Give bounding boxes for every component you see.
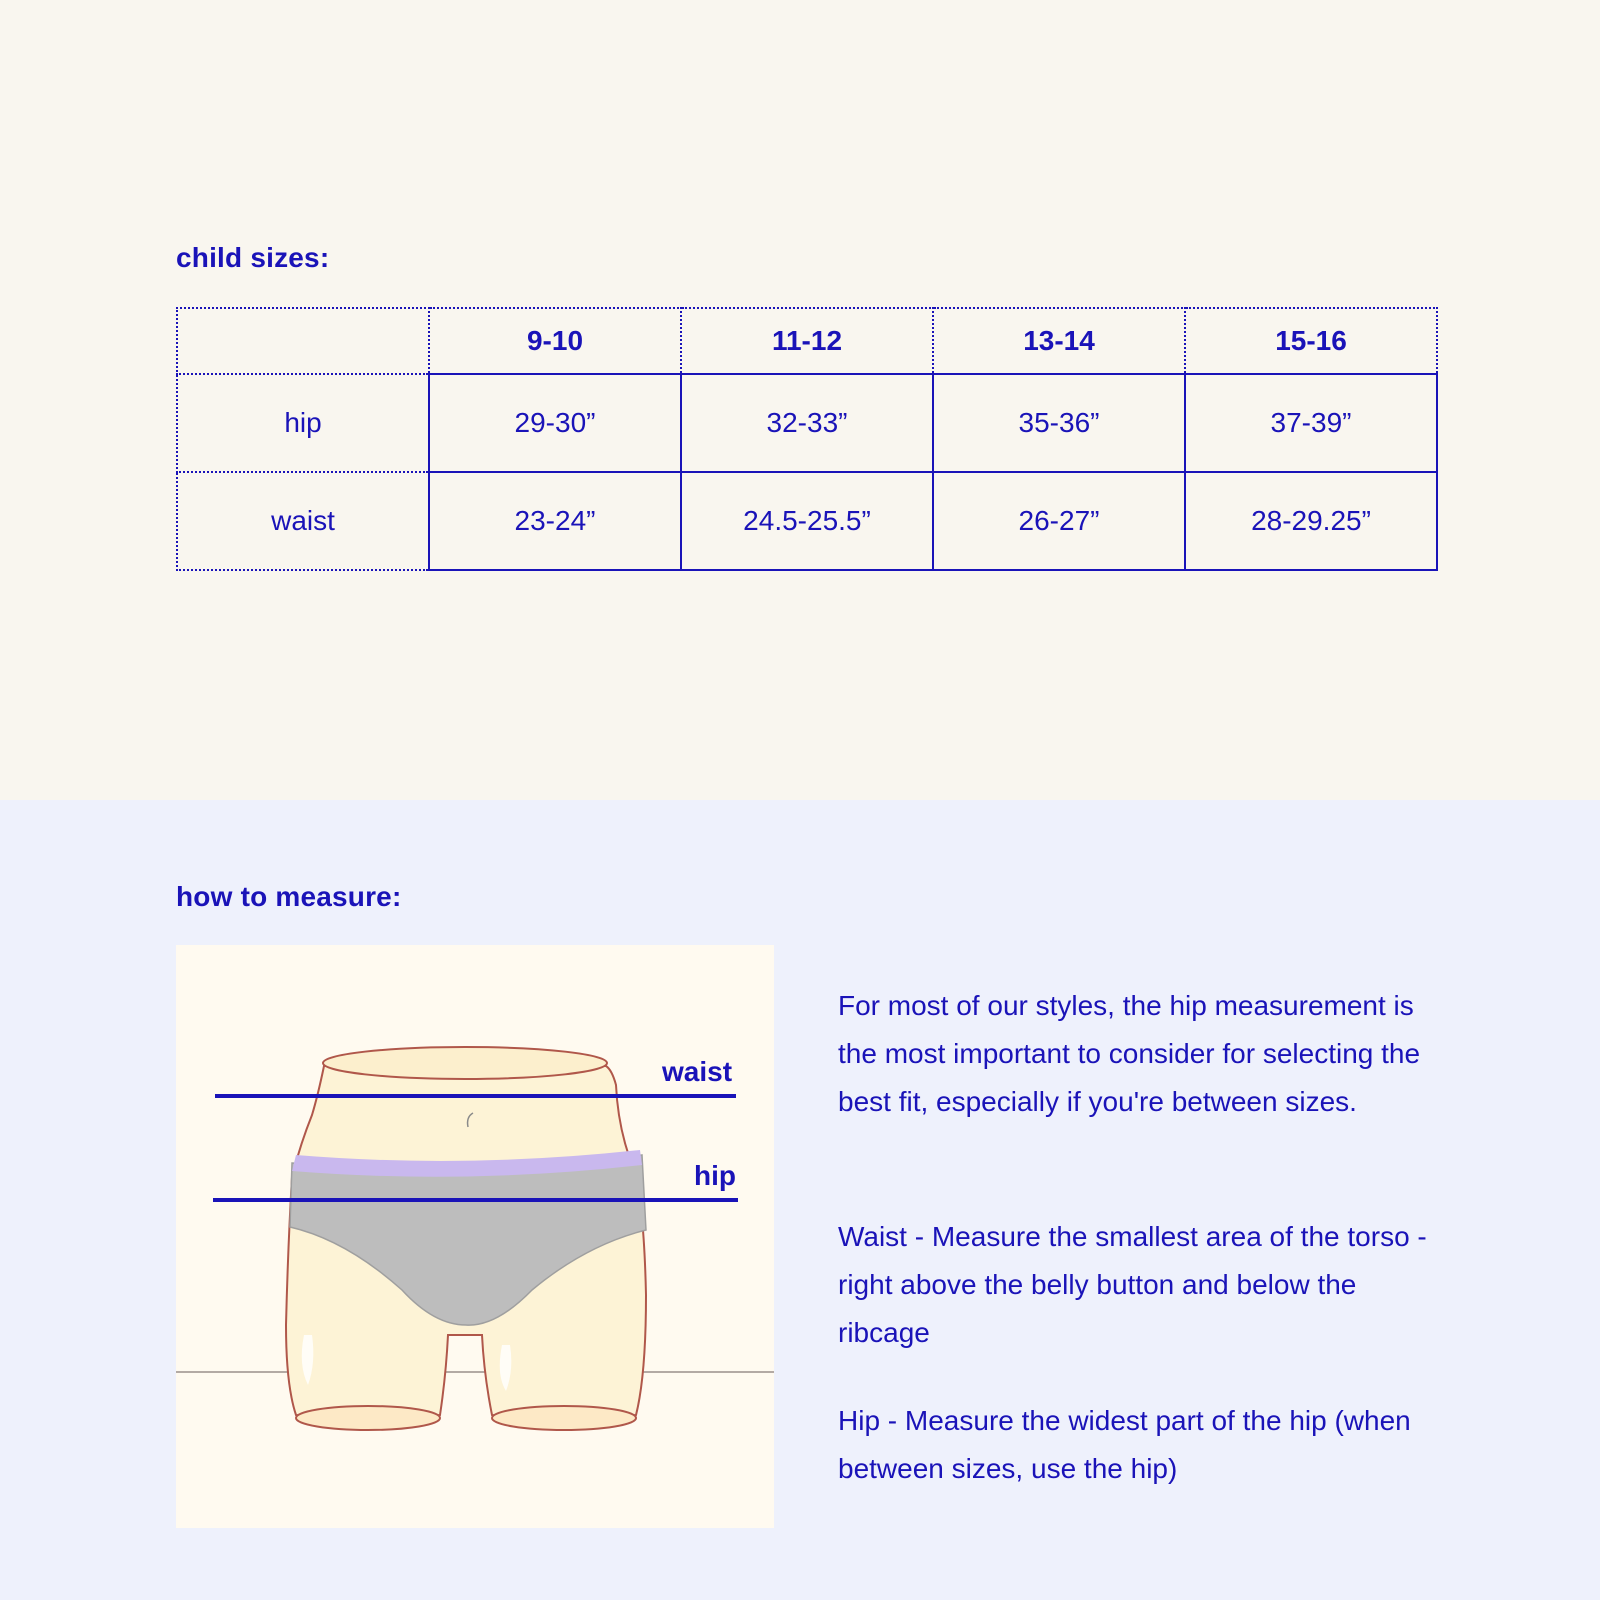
size-chart-heading: child sizes: <box>176 242 330 273</box>
column-header: 11-12 <box>681 308 933 374</box>
table-cell: 29-30” <box>429 374 681 472</box>
waist-instructions-text: Waist - Measure the smallest area of the torso - right above the belly button and below the ribcage <box>838 1221 1427 1348</box>
table-row-hip <box>177 374 1437 472</box>
column-header: 13-14 <box>933 308 1185 374</box>
how-to-measure-heading: how to measure: <box>176 881 402 912</box>
size-chart-table <box>176 307 1438 571</box>
table-header-row <box>177 308 1437 374</box>
hip-importance-text: For most of our styles, the hip measurement is the most important to consider for selecting the best fit, especially if you're between sizes. <box>838 990 1421 1117</box>
row-label: hip <box>177 374 429 472</box>
table-cell: 32-33” <box>681 374 933 472</box>
table-cell: 26-27” <box>933 472 1185 570</box>
table-cell: 24.5-25.5” <box>681 472 933 570</box>
table-cell: 35-36” <box>933 374 1185 472</box>
mannequin-top <box>323 1047 607 1079</box>
left-leg-end <box>296 1406 440 1430</box>
right-leg-end <box>492 1406 636 1430</box>
table-row-waist <box>177 472 1437 570</box>
mannequin-illustration <box>176 945 774 1528</box>
table-cell: 28-29.25” <box>1185 472 1437 570</box>
table-corner-cell <box>177 308 429 374</box>
hip-label: hip <box>694 1160 736 1191</box>
measurement-illustration <box>176 945 774 1528</box>
hip-instructions-text: Hip - Measure the widest part of the hip (when between sizes, use the hip) <box>838 1405 1411 1484</box>
table-cell: 37-39” <box>1185 374 1437 472</box>
column-header: 15-16 <box>1185 308 1437 374</box>
table-cell: 23-24” <box>429 472 681 570</box>
waist-label: waist <box>662 1056 733 1087</box>
row-label: waist <box>177 472 429 570</box>
column-header: 9-10 <box>429 308 681 374</box>
